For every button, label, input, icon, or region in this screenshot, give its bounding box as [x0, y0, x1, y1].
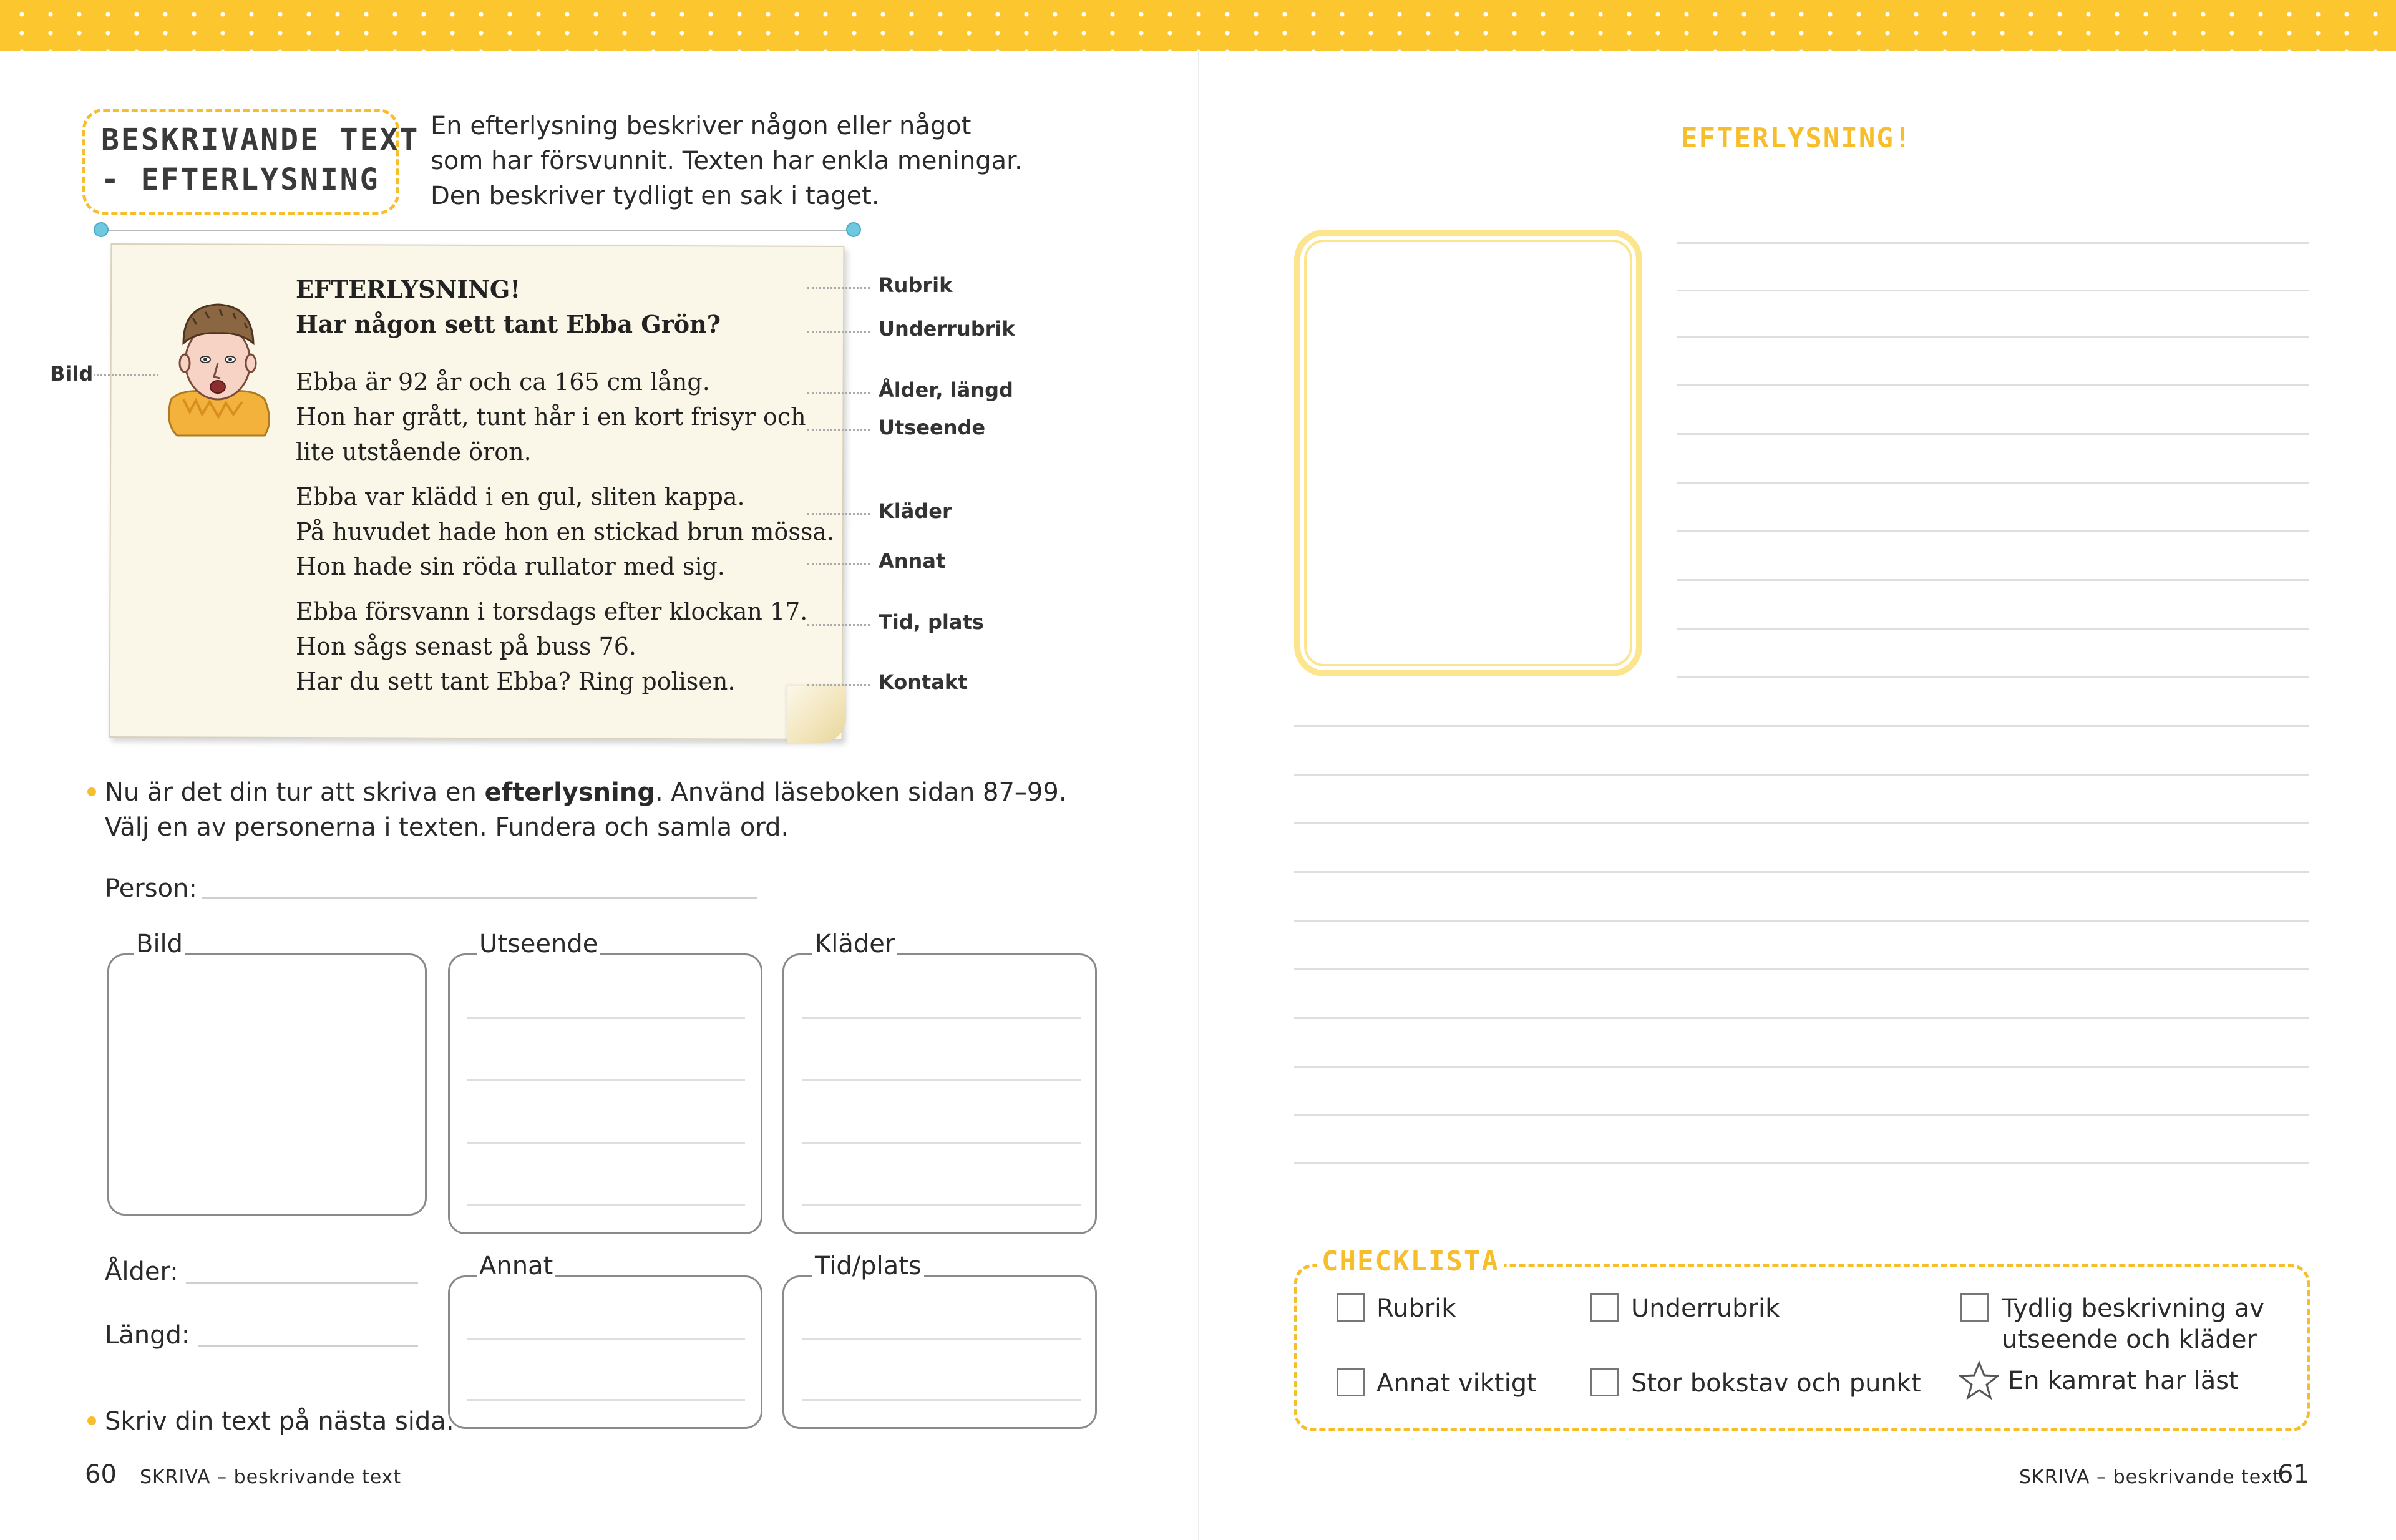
write-line[interactable] — [1677, 384, 2309, 386]
label-klader: Kläder — [879, 499, 952, 523]
tidplats-box[interactable] — [782, 1275, 1097, 1429]
langd-input[interactable] — [198, 1345, 418, 1347]
write-line[interactable] — [1294, 1017, 2309, 1019]
checkbox-rubrik[interactable] — [1337, 1293, 1365, 1322]
section-header-line2: - EFTERLYSNING — [101, 162, 380, 197]
leader-line — [807, 287, 870, 289]
checkbox-annat[interactable] — [1337, 1368, 1365, 1396]
label-tid: Tid, plats — [879, 610, 984, 634]
checklist-item-underrubrik: Underrubrik — [1631, 1294, 1780, 1323]
footer-right: SKRIVA – beskrivande text — [2019, 1466, 2281, 1488]
intro-line: En efterlysning beskriver någon eller något — [431, 112, 972, 140]
utseende-box[interactable] — [448, 953, 762, 1234]
top-yellow-band — [0, 0, 2396, 51]
write-line[interactable] — [1294, 774, 2309, 776]
footer-left: SKRIVA – beskrivande text — [140, 1466, 402, 1488]
section-header-line1: BESKRIVANDE TEXT — [101, 122, 420, 157]
example-paragraph-3 — [296, 594, 807, 699]
tidplats-box-label: Tid/plats — [812, 1252, 924, 1280]
checklist-item-kamrat: En kamrat har läst — [2008, 1367, 2239, 1395]
write-line[interactable] — [1677, 482, 2309, 484]
annat-box-label: Annat — [477, 1252, 555, 1280]
leader-line — [94, 374, 158, 376]
write-line[interactable] — [467, 1017, 745, 1019]
label-annat: Annat — [879, 549, 946, 573]
right-page-title: EFTERLYSNING! — [1681, 122, 1912, 154]
write-line[interactable] — [1294, 1066, 2309, 1068]
checkbox-underrubrik[interactable] — [1590, 1293, 1619, 1322]
checklist-line: utseende och kläder — [2002, 1325, 2257, 1354]
task-line-1 — [105, 775, 1067, 810]
leader-line — [807, 331, 870, 333]
label-bild: Bild — [50, 362, 94, 386]
label-rubrik: Rubrik — [879, 273, 953, 297]
bild-box[interactable] — [107, 953, 427, 1216]
portrait-ebba-icon — [158, 293, 277, 443]
task-post: . Använd läseboken sidan 87–99. — [655, 778, 1067, 807]
write-line[interactable] — [1294, 822, 2309, 824]
example-paragraph-2 — [296, 479, 834, 584]
text-line: Ebba försvann i torsdags efter klockan 17. — [296, 598, 808, 625]
label-kontakt: Kontakt — [879, 670, 968, 694]
intro-text — [431, 109, 1023, 213]
klader-box-label: Kläder — [812, 930, 897, 958]
task-line-2: Välj en av personerna i texten. Fundera och samla ord. — [105, 813, 789, 842]
leader-line — [807, 563, 870, 565]
write-line[interactable] — [1294, 871, 2309, 873]
text-line: Har du sett tant Ebba? Ring polisen. — [296, 668, 736, 695]
alder-input[interactable] — [186, 1282, 418, 1284]
leader-line — [807, 392, 870, 394]
example-subtitle: Har någon sett tant Ebba Grön? — [296, 310, 721, 338]
label-utseende: Utseende — [879, 416, 986, 439]
example-paragraph-1 — [296, 364, 806, 469]
page-number-right: 61 — [2277, 1460, 2309, 1489]
person-label: Person: — [105, 874, 197, 903]
pin-right-icon — [846, 222, 861, 237]
write-line[interactable] — [1677, 628, 2309, 630]
final-instruction: Skriv din text på nästa sida. — [105, 1407, 454, 1436]
text-line: Hon sågs senast på buss 76. — [296, 633, 636, 660]
bullet-icon — [87, 787, 96, 796]
write-line[interactable] — [802, 1017, 1081, 1019]
write-line[interactable] — [802, 1338, 1081, 1340]
task-pre: Nu är det din tur att skriva en — [105, 778, 485, 807]
annat-box[interactable] — [448, 1275, 762, 1429]
checkbox-tydlig[interactable] — [1960, 1293, 1989, 1322]
write-line[interactable] — [1294, 725, 2309, 727]
page-number-left: 60 — [85, 1460, 117, 1489]
checklist-item-annat: Annat viktigt — [1376, 1369, 1537, 1398]
leader-line — [807, 684, 870, 686]
write-line[interactable] — [1677, 242, 2309, 244]
write-line[interactable] — [802, 1399, 1081, 1401]
write-line[interactable] — [467, 1142, 745, 1144]
text-line: lite utstående öron. — [296, 438, 532, 465]
pin-string — [102, 230, 851, 231]
alder-label: Ålder: — [105, 1257, 178, 1286]
checklist-item-tydlig — [2002, 1293, 2264, 1355]
write-line[interactable] — [1677, 336, 2309, 338]
page-gutter — [1198, 51, 1199, 1540]
text-line: På huvudet hade hon en stickad brun mössa. — [296, 518, 835, 545]
klader-box[interactable] — [782, 953, 1097, 1234]
write-line[interactable] — [467, 1204, 745, 1206]
write-line[interactable] — [802, 1142, 1081, 1144]
leader-line — [807, 513, 870, 515]
write-line[interactable] — [1294, 920, 2309, 922]
checklist-title: CHECKLISTA — [1317, 1245, 1504, 1277]
write-line[interactable] — [467, 1079, 745, 1081]
picture-frame[interactable] — [1294, 230, 1642, 676]
write-line[interactable] — [1294, 1162, 2309, 1164]
write-line[interactable] — [802, 1204, 1081, 1206]
write-line[interactable] — [467, 1338, 745, 1340]
task-text — [105, 775, 1067, 845]
intro-line: som har försvunnit. Texten har enkla meningar. — [431, 147, 1023, 175]
example-title: EFTERLYSNING! — [296, 275, 520, 303]
write-line[interactable] — [1677, 676, 2309, 678]
label-alder: Ålder, längd — [879, 378, 1013, 402]
checklist-item-bokstav: Stor bokstav och punkt — [1631, 1369, 1921, 1398]
write-line[interactable] — [467, 1399, 745, 1401]
write-line[interactable] — [1677, 433, 2309, 435]
langd-label: Längd: — [105, 1321, 190, 1350]
bild-box-label: Bild — [134, 930, 185, 958]
text-line: Hon hade sin röda rullator med sig. — [296, 553, 725, 580]
checkbox-bokstav[interactable] — [1590, 1368, 1619, 1396]
text-line: Ebba var klädd i en gul, sliten kappa. — [296, 483, 745, 510]
star-icon[interactable] — [1959, 1360, 1999, 1400]
checklist-item-rubrik: Rubrik — [1376, 1294, 1456, 1323]
write-line[interactable] — [1677, 579, 2309, 581]
write-line[interactable] — [1294, 968, 2309, 970]
leader-line — [807, 624, 870, 626]
write-line[interactable] — [1677, 290, 2309, 291]
write-line[interactable] — [1294, 1114, 2309, 1116]
text-line: Hon har grått, tunt hår i en kort frisyr och — [296, 403, 806, 431]
text-line: Ebba är 92 år och ca 165 cm lång. — [296, 368, 710, 396]
write-line[interactable] — [802, 1079, 1081, 1081]
pin-left-icon — [94, 222, 109, 237]
task-bold: efterlysning — [484, 778, 655, 807]
write-line[interactable] — [1677, 530, 2309, 532]
utseende-box-label: Utseende — [477, 930, 600, 958]
leader-line — [807, 429, 870, 431]
label-underrubrik: Underrubrik — [879, 317, 1015, 341]
intro-line: Den beskriver tydligt en sak i taget. — [431, 182, 880, 210]
bullet-icon — [87, 1416, 96, 1425]
person-input[interactable] — [202, 897, 757, 899]
checklist-line: Tydlig beskrivning av — [2002, 1294, 2264, 1323]
